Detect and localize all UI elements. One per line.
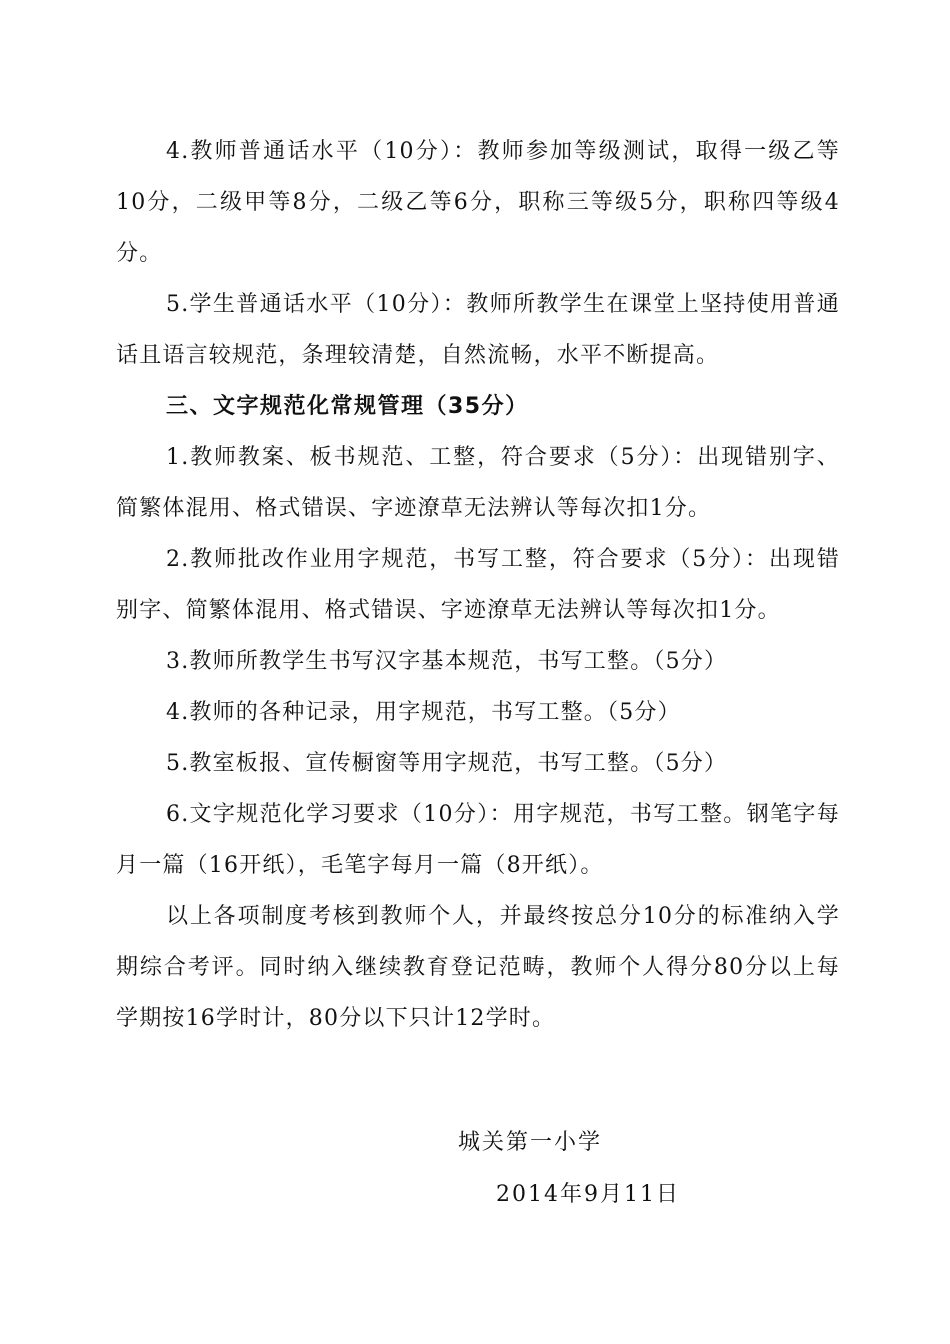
paragraph-blackboard-newspaper: 5.教室板报、宣传橱窗等用字规范，书写工整。（5分） bbox=[166, 751, 728, 776]
paragraph-student-handwriting: 3.教师所教学生书写汉字基本规范，书写工整。（5分） bbox=[166, 649, 728, 674]
paragraph-teacher-records: 4.教师的各种记录，用字规范，书写工整。（5分） bbox=[166, 700, 681, 725]
section-heading-writing-standards: 三、文字规范化常规管理（35分） bbox=[166, 394, 529, 419]
paragraph-learning-requirements: 6.文字规范化学习要求（10分）：用字规范，书写工整。钢笔字每月一篇（16开纸），毛笔字每月一篇（8开纸）。 bbox=[116, 802, 840, 878]
paragraph-student-mandarin: 5.学生普通话水平（10分）：教师所教学生在课堂上坚持使用普通话且语言较规范，条理较清楚，自然流畅，水平不断提高。 bbox=[116, 292, 840, 368]
paragraph-homework-correction: 2.教师批改作业用字规范，书写工整，符合要求（5分）：出现错别字、简繁体混用、格式错误、字迹潦草无法辨认等每次扣1分。 bbox=[116, 547, 840, 623]
document-body bbox=[116, 126, 840, 1044]
paragraph-lesson-plans: 1.教师教案、板书规范、工整，符合要求（5分）：出现错别字、简繁体混用、格式错误、字迹潦草无法辨认等每次扣1分。 bbox=[116, 445, 840, 521]
signature-date: 2014年9月11日 bbox=[496, 1182, 680, 1207]
signature-school-name: 城关第一小学 bbox=[458, 1130, 603, 1155]
paragraph-assessment-summary: 以上各项制度考核到教师个人，并最终按总分10分的标准纳入学期综合考评。同时纳入继续教育登记范畴，教师个人得分80分以上每学期按16学时计，80分以下只计12学时。 bbox=[116, 904, 840, 1031]
paragraph-teacher-mandarin: 4.教师普通话水平（10分）：教师参加等级测试，取得一级乙等10分，二级甲等8分，二级乙等6分，职称三等级5分，职称四等级4分。 bbox=[116, 139, 840, 266]
